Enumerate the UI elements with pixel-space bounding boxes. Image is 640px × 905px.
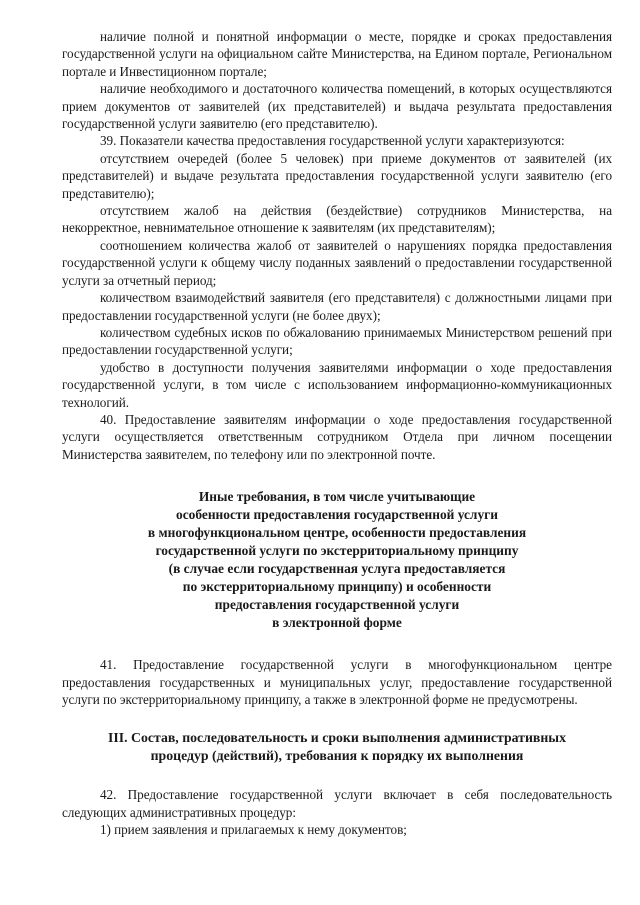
paragraph-42-procedures: 42. Предоставление государственной услуги включает в себя последовательность следующих административных процедур: <box>62 787 612 820</box>
heading-line: процедур (действий), требования к порядку их выполнения <box>150 747 524 763</box>
heading-line: по экстерриториальному принципу) и особенности <box>182 578 492 594</box>
paragraph-interactions-count: количеством взаимодействий заявителя (его представителя) с должностными лицами при предоставлении государственной услуги (не более двух); <box>62 290 612 323</box>
paragraph-no-complaints: отсутствием жалоб на действия (бездействие) сотрудников Министерства, на некорректное, невнимательное отношение к заявителям (их представителям); <box>62 203 612 236</box>
paragraph-court-claims: количеством судебных исков по обжалованию принимаемых Министерством решений при предоставлении государственной услуги; <box>62 324 612 358</box>
paragraph-info-availability: наличие полной и понятной информации о месте, порядке и сроках предоставления государственной услуги на официальном сайте Министерства, на Едином портале, Региональном портале и Инвестиционном портале; <box>62 29 612 79</box>
heading-section-3 <box>62 729 612 766</box>
heading-line: особенности предоставления государственной услуги <box>176 507 498 523</box>
heading-other-requirements <box>62 488 612 631</box>
paragraph-40-progress-info: 40. Предоставление заявителям информации о ходе предоставления государственной услуги осуществляется ответственным сотрудником Отдела при личном посещении Министерства заявителем, по телефону или по электронной почте. <box>62 411 612 462</box>
document-page <box>62 28 612 838</box>
paragraph-complaint-ratio: соотношением количества жалоб от заявителей о нарушениях порядка предоставления государственной услуги к общему числу поданных заявлений о предоставлении государственной услуги за отчетный период; <box>62 237 612 288</box>
paragraph-premises: наличие необходимого и достаточного количества помещений, в которых осуществляются прием документов от заявителей (их представителей) и выдача результата предоставления государственной услуги заявителю (его представителю). <box>62 81 612 132</box>
heading-line: (в случае если государственная услуга предоставляется <box>168 560 506 576</box>
heading-line: Иные требования, в том числе учитывающие <box>198 489 476 505</box>
paragraph-39-quality-indicators: 39. Показатели качества предоставления государственной услуги характеризуются: <box>100 133 565 149</box>
paragraph-info-convenience: удобство в доступности получения заявителями информации о ходе предоставления государственной услуги, в том числе с использованием информационно-коммуникационных технологий. <box>62 359 612 410</box>
heading-line: III. Состав, последовательность и сроки выполнения административных <box>108 729 566 745</box>
paragraph-41-not-provided: 41. Предоставление государственной услуги в многофункциональном центре предоставления государственных и муниципальных услуг, предоставление государственной услуги по экстерриториальному принципу, а также в электронной форме не предусмотрены. <box>62 657 612 708</box>
heading-line: в многофункциональном центре, особенности предоставления <box>147 524 527 540</box>
paragraph-procedure-1: 1) прием заявления и прилагаемых к нему документов; <box>100 822 407 838</box>
heading-line: государственной услуги по экстерриториальному принципу <box>155 542 519 558</box>
paragraph-no-queues: отсутствием очередей (более 5 человек) при приеме документов от заявителей (их представителей) и выдаче результата предоставления государственной услуги заявителю (его представителю); <box>62 150 612 201</box>
heading-line: в электронной форме <box>272 614 402 630</box>
heading-line: предоставления государственной услуги <box>214 596 460 612</box>
